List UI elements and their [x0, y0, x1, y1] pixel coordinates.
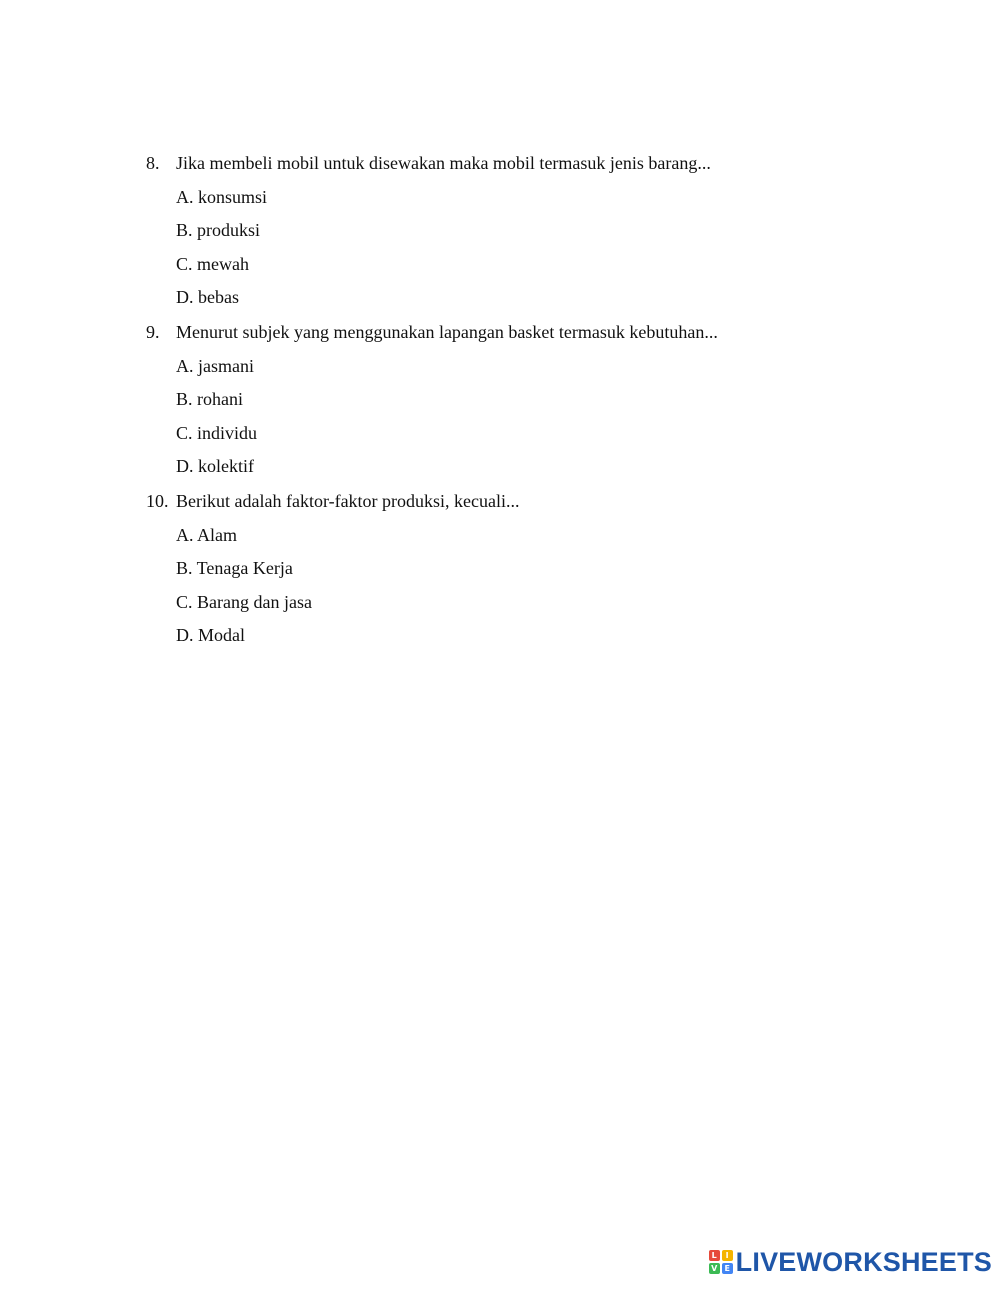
- liveworksheets-logo-icon: [709, 1250, 733, 1274]
- option-b: B. rohani: [176, 389, 243, 409]
- option-d: D. kolektif: [176, 456, 254, 476]
- question-number: 8.: [146, 153, 160, 173]
- logo-tile-v: V: [709, 1263, 720, 1274]
- question-10-line: [146, 490, 946, 512]
- question-8: [146, 152, 946, 308]
- question-text: Jika membeli mobil untuk disewakan maka mobil termasuk jenis barang...: [176, 153, 711, 173]
- option-b: B. produksi: [176, 220, 261, 240]
- option-d: D. bebas: [176, 287, 239, 307]
- question-9-options: [146, 355, 946, 478]
- logo-tile-i: I: [722, 1250, 733, 1261]
- question-8-line: [146, 152, 946, 174]
- option-a: A. konsumsi: [176, 186, 268, 207]
- option-c: C. individu: [176, 422, 258, 443]
- logo-tile-e: E: [722, 1263, 733, 1274]
- question-9: [146, 321, 946, 477]
- option-d: D. Modal: [176, 625, 245, 645]
- logo-tile-l: L: [709, 1250, 720, 1261]
- question-10: [146, 490, 946, 646]
- option-b: B. Tenaga Kerja: [176, 558, 293, 578]
- question-text: Menurut subjek yang menggunakan lapangan basket termasuk kebutuhan...: [176, 322, 718, 342]
- option-a: A. Alam: [176, 524, 237, 545]
- question-number: 9.: [146, 322, 160, 342]
- question-8-options: [146, 186, 946, 309]
- option-c: C. mewah: [176, 253, 249, 274]
- question-10-options: [146, 524, 946, 647]
- option-c: C. Barang dan jasa: [176, 591, 312, 612]
- liveworksheets-logo: [709, 1247, 992, 1277]
- option-a: A. jasmani: [176, 355, 254, 376]
- question-text: Berikut adalah faktor-faktor produksi, kecuali...: [176, 491, 520, 511]
- question-number: 10.: [146, 491, 169, 511]
- question-9-line: [146, 321, 946, 343]
- liveworksheets-wordmark: LIVEWORKSHEETS: [735, 1246, 992, 1277]
